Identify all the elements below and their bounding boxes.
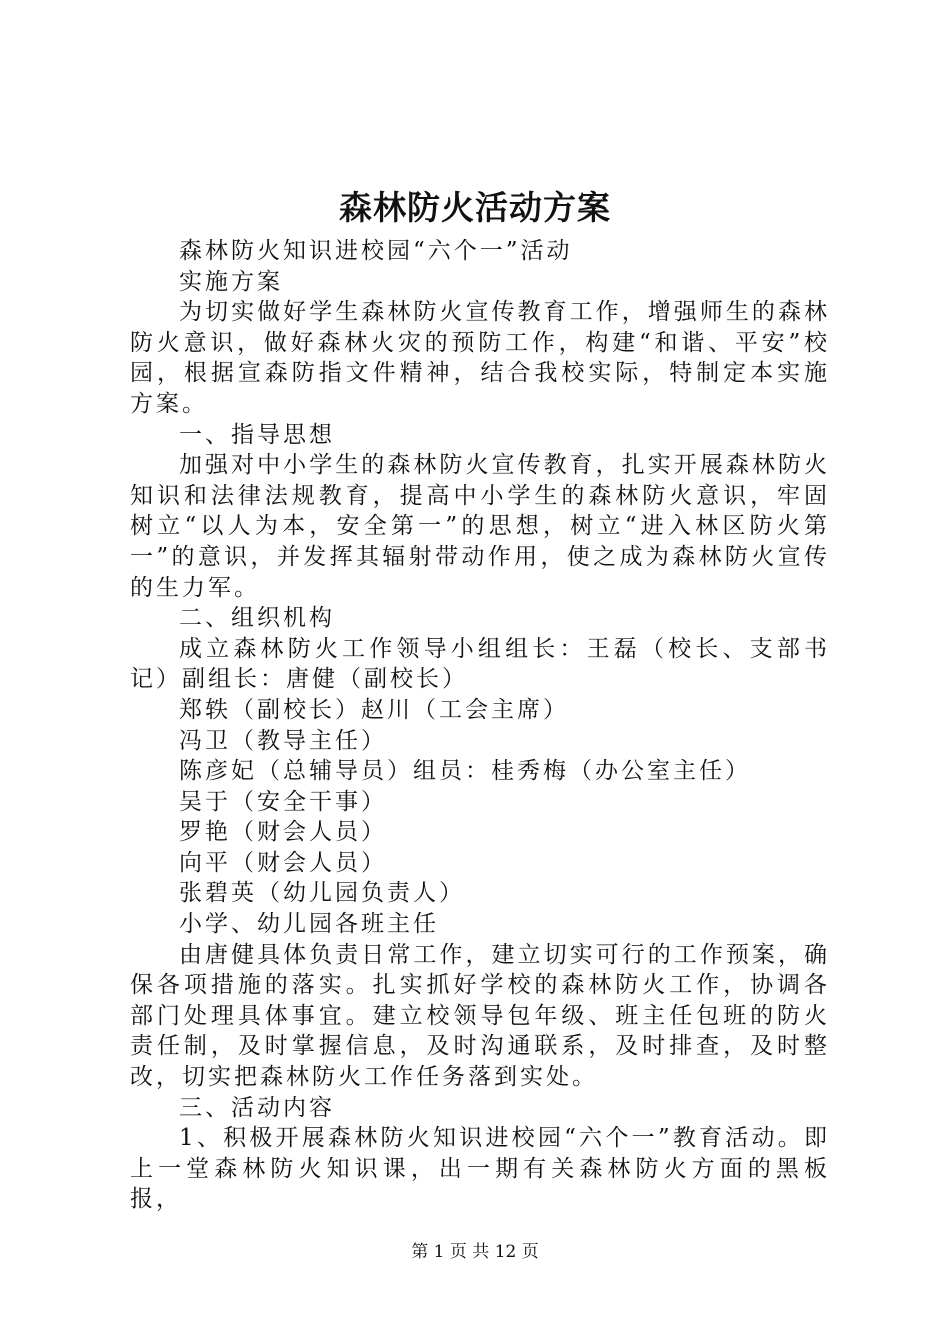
paragraph: 为切实做好学生森林防火宣传教育工作，增强师生的森林防火意识，做好森林火灾的预防工作，构建“和谐、平安”校园，根据宣森防指文件精神，结合我校实际，特制定本实施方案。 (130, 299, 830, 417)
paragraph: 实施方案 (179, 268, 283, 295)
member-line: 郑轶（副校长）赵川（工会主席） (179, 696, 569, 723)
paragraph: 1、积极开展森林防火知识进校园“六个一”教育活动。即上一堂森林防火知识课，出一期有关森林防火方面的黑板报， (130, 1125, 830, 1213)
member-line: 罗艳（财会人员） (179, 819, 387, 846)
paragraph: 森林防火知识进校园“六个一”活动 (179, 238, 573, 264)
member-line: 吴于（安全干事） (179, 788, 387, 815)
section-heading: 三、活动内容 (179, 1094, 335, 1121)
member-line: 陈彦妃（总辅导员）组员：桂秀梅（办公室主任） (179, 758, 751, 785)
paragraph: 由唐健具体负责日常工作，建立切实可行的工作预案，确保各项措施的落实。扎实抓好学校的森林防火工作，协调各部门处理具体事宜。建立校领导包年级、班主任包班的防火责任制，及时掌握信息，及时沟通联系，及时排查，及时整改，切实把森林防火工作任务落到实处。 (130, 941, 830, 1091)
page-footer: 第 1 页 共 12 页 (411, 1242, 539, 1262)
document-body (130, 236, 830, 1215)
member-line: 小学、幼儿园各班主任 (179, 911, 439, 938)
paragraph: 成立森林防火工作领导小组组长：王磊（校长、支部书记）副组长：唐健（副校长） (130, 635, 830, 693)
member-line: 张碧英（幼儿园负责人） (179, 880, 465, 907)
member-line: 冯卫（教导主任） (179, 727, 387, 754)
section-heading: 一、指导思想 (179, 421, 335, 448)
paragraph: 加强对中小学生的森林防火宣传教育，扎实开展森林防火知识和法律法规教育，提高中小学生的森林防火意识，牢固树立“以人为本，安全第一”的思想，树立“进入林区防火第一”的意识，并发挥其辐射带动作用，使之成为森林防火宣传的生力军。 (130, 452, 830, 601)
document-title: 森林防火活动方案 (339, 188, 611, 227)
section-heading: 二、组织机构 (179, 605, 335, 632)
member-line: 向平（财会人员） (179, 849, 387, 876)
